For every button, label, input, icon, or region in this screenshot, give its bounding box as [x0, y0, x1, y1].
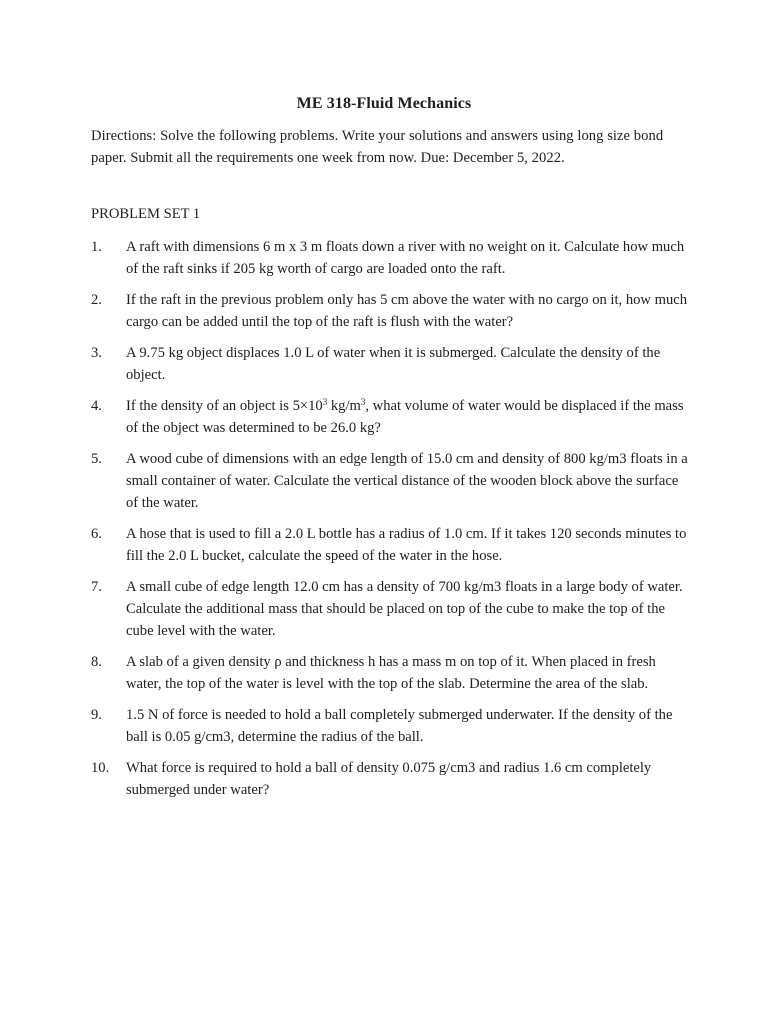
- problem-text: A slab of a given density ρ and thickness h has a mass m on top of it. When placed in fresh water, the top of the water is level with the top of the slab. Determine the area of the slab.: [126, 654, 656, 692]
- problem-text: [126, 395, 691, 439]
- problem-item-6: [91, 523, 691, 567]
- problem-number: 8.: [91, 654, 102, 670]
- problem-item-10: [91, 757, 691, 801]
- problem-item-4: [91, 395, 691, 439]
- directions-paragraph: Directions: Solve the following problems. Write your solutions and answers using long size bond paper. Submit all the requirements one week from now. Due: December 5, 2022.: [91, 128, 664, 166]
- problem-text-before: If the density of an object is 5×10: [126, 398, 323, 414]
- problem-text: A 9.75 kg object displaces 1.0 L of water when it is submerged. Calculate the density of the object.: [126, 345, 661, 383]
- problem-text-unit: kg/m: [327, 398, 361, 414]
- problem-number: 4.: [91, 398, 102, 414]
- problem-number: 10.: [91, 760, 110, 776]
- problem-item-7: [91, 576, 691, 642]
- problem-number: 6.: [91, 526, 102, 542]
- problem-number: 3.: [91, 345, 102, 361]
- problem-item-2: [91, 289, 691, 333]
- superscript-exponent: 3: [360, 397, 366, 407]
- problem-text: A wood cube of dimensions with an edge length of 15.0 cm and density of 800 kg/m3 floats in a small container of water. Calculate the vertical distance of the wooden block above the surface of the water.: [126, 451, 688, 511]
- problem-item-5: [91, 448, 691, 514]
- problem-text: 1.5 N of force is needed to hold a ball completely submerged underwater. If the density of the ball is 0.05 g/cm3, determine the radius of the ball.: [126, 707, 673, 745]
- superscript-exponent: 3: [322, 397, 328, 407]
- problem-number: 2.: [91, 292, 102, 308]
- problem-text: A raft with dimensions 6 m x 3 m floats down a river with no weight on it. Calculate how much of the raft sinks if 205 kg worth of cargo are loaded onto the raft.: [126, 239, 685, 277]
- problem-text: If the raft in the previous problem only has 5 cm above the water with no cargo on it, how much cargo can be added until the top of the raft is flush with the water?: [126, 292, 688, 330]
- problem-item-3: [91, 342, 691, 386]
- problem-text: A small cube of edge length 12.0 cm has a density of 700 kg/m3 floats in a large body of water. Calculate the additional mass that should be placed on top of the cube to make the top of the cube level with the water.: [126, 579, 683, 639]
- problem-text: What force is required to hold a ball of density 0.075 g/cm3 and radius 1.6 cm completely submerged under water?: [126, 760, 652, 798]
- problem-item-8: [91, 651, 691, 695]
- problem-number: 9.: [91, 707, 102, 723]
- problem-text: A hose that is used to fill a 2.0 L bottle has a radius of 1.0 cm. If it takes 120 seconds minutes to fill the 2.0 L bucket, calculate the speed of the water in the hose.: [126, 526, 687, 564]
- problem-number: 1.: [91, 239, 102, 255]
- problem-text-after: , what volume of water would be displaced if the mass of the object was determined to be 26.0 kg?: [126, 398, 684, 436]
- problem-number: 7.: [91, 579, 102, 595]
- document-title: ME 318-Fluid Mechanics: [296, 95, 472, 112]
- problem-item-9: [91, 704, 691, 748]
- problem-set-heading: PROBLEM SET 1: [91, 206, 201, 222]
- problem-item-1: [91, 236, 691, 280]
- problem-list: [91, 236, 691, 810]
- problem-number: 5.: [91, 451, 102, 467]
